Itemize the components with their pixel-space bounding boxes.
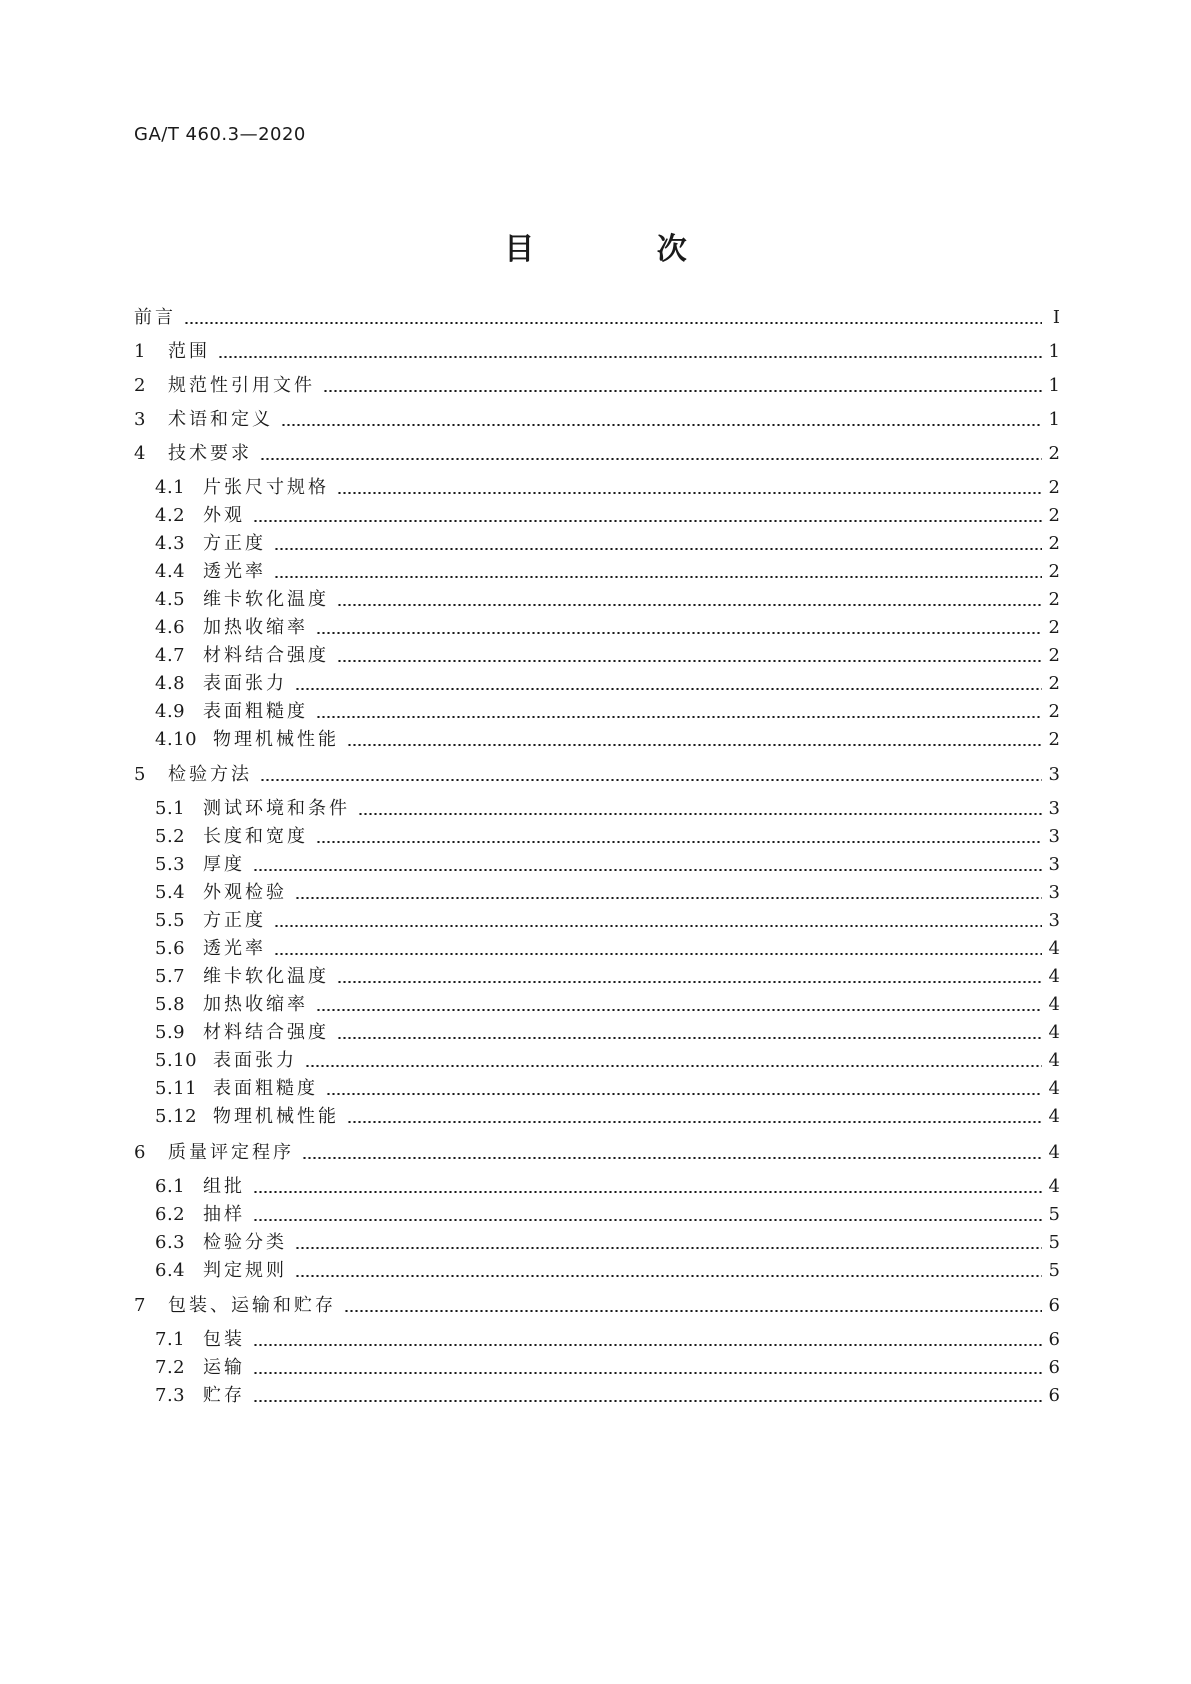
toc-entry[interactable]: [155, 1049, 1060, 1073]
toc-entry-number: 4.6: [155, 617, 186, 638]
toc-entry-number: 5.5: [155, 910, 186, 931]
toc-entry-number: 5.1: [155, 798, 186, 819]
toc-entry[interactable]: [155, 1231, 1060, 1255]
toc-entry-number: 2: [134, 375, 146, 396]
toc-entry-page: 3: [1048, 826, 1060, 847]
toc-entry-label: 包装、运输和贮存: [168, 1295, 336, 1316]
toc-entry-label: 外观检验: [203, 882, 287, 903]
dot-leader: [316, 1009, 1042, 1011]
toc-entry[interactable]: [134, 1294, 1060, 1318]
toc-entry[interactable]: [155, 1021, 1060, 1045]
toc-entry-label: 前言: [134, 307, 176, 328]
toc-entry[interactable]: [155, 644, 1060, 668]
dot-leader: [274, 576, 1042, 578]
toc-entry-page: 2: [1048, 589, 1060, 610]
table-of-contents: [134, 0, 1060, 1684]
dot-leader: [316, 841, 1042, 843]
toc-entry[interactable]: [155, 937, 1060, 961]
toc-entry-number: 6.3: [155, 1232, 186, 1253]
toc-entry-page: 2: [1048, 477, 1060, 498]
dot-leader: [337, 604, 1042, 606]
toc-entry-label: 范围: [168, 341, 210, 362]
toc-entry[interactable]: [155, 1175, 1060, 1199]
toc-entry-page: 4: [1048, 1078, 1060, 1099]
dot-leader: [295, 1275, 1042, 1277]
toc-entry[interactable]: [155, 965, 1060, 989]
toc-entry-number: 5.4: [155, 882, 186, 903]
dot-leader: [274, 925, 1042, 927]
dot-leader: [295, 688, 1042, 690]
toc-entry-page: 3: [1048, 798, 1060, 819]
toc-entry-number: 4.7: [155, 645, 186, 666]
dot-leader: [326, 1093, 1042, 1095]
dot-leader: [337, 1037, 1042, 1039]
dot-leader: [337, 981, 1042, 983]
toc-entry-number: 5.2: [155, 826, 186, 847]
toc-entry-number: 3: [134, 409, 146, 430]
toc-entry-label: 透光率: [203, 938, 266, 959]
toc-entry[interactable]: [155, 588, 1060, 612]
toc-entry[interactable]: [155, 1259, 1060, 1283]
toc-entry-page: 6: [1048, 1329, 1060, 1350]
toc-entry-number: 5.8: [155, 994, 186, 1015]
toc-entry[interactable]: [155, 1328, 1060, 1352]
dot-leader: [184, 322, 1042, 324]
standard-code: GA/T 460.3—2020: [134, 124, 306, 145]
toc-entry-label: 材料结合强度: [203, 645, 329, 666]
toc-entry-label: 外观: [203, 505, 245, 526]
dot-leader: [316, 716, 1042, 718]
toc-entry-label: 抽样: [203, 1204, 245, 1225]
toc-entry-page: 2: [1048, 729, 1060, 750]
toc-entry-page: 6: [1048, 1295, 1060, 1316]
toc-entry-label: 方正度: [203, 910, 266, 931]
toc-entry[interactable]: [155, 700, 1060, 724]
toc-entry-label: 片张尺寸规格: [203, 477, 329, 498]
dot-leader: [344, 1310, 1042, 1312]
toc-entry-number: 7.1: [155, 1329, 186, 1350]
toc-entry-page: 4: [1048, 1050, 1060, 1071]
toc-entry-page: 4: [1048, 1106, 1060, 1127]
toc-entry[interactable]: [155, 728, 1060, 752]
toc-entry-label: 判定规则: [203, 1260, 287, 1281]
toc-entry-label: 透光率: [203, 561, 266, 582]
toc-entry[interactable]: [134, 408, 1060, 432]
toc-entry[interactable]: [155, 993, 1060, 1017]
dot-leader: [253, 1219, 1042, 1221]
toc-entry-number: 7.3: [155, 1385, 186, 1406]
toc-entry-number: 4.2: [155, 505, 186, 526]
dot-leader: [253, 1344, 1042, 1346]
toc-entry-number: 5.10: [155, 1050, 198, 1071]
toc-entry-number: 5.9: [155, 1022, 186, 1043]
toc-entry[interactable]: [155, 881, 1060, 905]
toc-entry[interactable]: [155, 476, 1060, 500]
toc-entry-label: 厚度: [203, 854, 245, 875]
toc-entry-label: 运输: [203, 1357, 245, 1378]
dot-leader: [260, 779, 1042, 781]
toc-entry-page: 2: [1048, 561, 1060, 582]
dot-leader: [260, 458, 1042, 460]
toc-entry-number: 5: [134, 764, 146, 785]
toc-entry-number: 6.4: [155, 1260, 186, 1281]
toc-entry-number: 4.5: [155, 589, 186, 610]
dot-leader: [253, 1191, 1042, 1193]
toc-entry[interactable]: [155, 1203, 1060, 1227]
toc-entry[interactable]: [155, 909, 1060, 933]
toc-entry-page: 4: [1048, 994, 1060, 1015]
toc-entry-page: 3: [1048, 910, 1060, 931]
toc-entry-label: 加热收缩率: [203, 994, 308, 1015]
toc-entry-number: 6.2: [155, 1204, 186, 1225]
dot-leader: [347, 744, 1042, 746]
toc-entry-page: 4: [1048, 938, 1060, 959]
toc-entry-number: 5.6: [155, 938, 186, 959]
toc-entry-number: 5.3: [155, 854, 186, 875]
dot-leader: [316, 632, 1042, 634]
toc-entry-page: 2: [1048, 505, 1060, 526]
toc-entry-label: 检验分类: [203, 1232, 287, 1253]
dot-leader: [323, 390, 1042, 392]
toc-entry-number: 4.3: [155, 533, 186, 554]
toc-entry-page: 3: [1048, 854, 1060, 875]
toc-entry-page: 2: [1048, 533, 1060, 554]
toc-entry-label: 表面粗糙度: [203, 701, 308, 722]
dot-leader: [358, 813, 1042, 815]
toc-entry-label: 检验方法: [168, 764, 252, 785]
toc-entry-number: 4: [134, 443, 146, 464]
page-title: 目 次: [504, 232, 743, 267]
toc-entry-label: 物理机械性能: [213, 1106, 339, 1127]
toc-entry-label: 表面粗糙度: [213, 1078, 318, 1099]
toc-entry[interactable]: [155, 1105, 1060, 1129]
toc-entry-page: 4: [1048, 1022, 1060, 1043]
toc-entry-label: 技术要求: [168, 443, 252, 464]
toc-entry-page: 2: [1048, 645, 1060, 666]
toc-entry-number: 5.11: [155, 1078, 198, 1099]
toc-entry[interactable]: [155, 560, 1060, 584]
toc-entry[interactable]: [155, 504, 1060, 528]
toc-entry-page: 2: [1048, 617, 1060, 638]
dot-leader: [253, 1400, 1042, 1402]
toc-entry-number: 4.8: [155, 673, 186, 694]
toc-entry[interactable]: [155, 672, 1060, 696]
toc-entry[interactable]: [155, 797, 1060, 821]
dot-leader: [281, 424, 1042, 426]
toc-entry-number: 4.4: [155, 561, 186, 582]
dot-leader: [337, 660, 1042, 662]
toc-entry[interactable]: [155, 825, 1060, 849]
toc-entry-label: 组批: [203, 1176, 245, 1197]
dot-leader: [295, 897, 1042, 899]
toc-entry[interactable]: [134, 340, 1060, 364]
toc-entry-number: 4.10: [155, 729, 198, 750]
dot-leader: [295, 1247, 1042, 1249]
toc-entry-number: 7.2: [155, 1357, 186, 1378]
dot-leader: [253, 1372, 1042, 1374]
toc-entry-page: 4: [1048, 1142, 1060, 1163]
dot-leader: [253, 520, 1042, 522]
dot-leader: [274, 953, 1042, 955]
toc-entry-label: 方正度: [203, 533, 266, 554]
toc-entry-page: 5: [1048, 1232, 1060, 1253]
toc-entry-label: 维卡软化温度: [203, 966, 329, 987]
toc-entry-page: 4: [1048, 966, 1060, 987]
toc-entry[interactable]: [134, 374, 1060, 398]
toc-entry-page: 2: [1048, 673, 1060, 694]
toc-entry-label: 表面张力: [213, 1050, 297, 1071]
toc-entry-label: 规范性引用文件: [168, 375, 315, 396]
toc-entry-label: 维卡软化温度: [203, 589, 329, 610]
toc-entry-page: 6: [1048, 1385, 1060, 1406]
toc-entry-number: 4.9: [155, 701, 186, 722]
toc-entry-number: 5.12: [155, 1106, 198, 1127]
toc-entry[interactable]: [134, 763, 1060, 787]
toc-entry[interactable]: [155, 1077, 1060, 1101]
toc-entry-label: 材料结合强度: [203, 1022, 329, 1043]
toc-entry-page: 5: [1048, 1260, 1060, 1281]
toc-entry-page: 5: [1048, 1204, 1060, 1225]
toc-entry-number: 5.7: [155, 966, 186, 987]
toc-entry[interactable]: [155, 1384, 1060, 1408]
toc-entry-number: 1: [134, 341, 146, 362]
dot-leader: [274, 548, 1042, 550]
toc-entry-label: 贮存: [203, 1385, 245, 1406]
toc-entry-page: 4: [1048, 1176, 1060, 1197]
toc-entry[interactable]: [155, 853, 1060, 877]
toc-entry-label: 物理机械性能: [213, 729, 339, 750]
dot-leader: [347, 1121, 1042, 1123]
toc-entry-number: 6: [134, 1142, 146, 1163]
toc-entry[interactable]: [134, 442, 1060, 466]
toc-entry-label: 长度和宽度: [203, 826, 308, 847]
dot-leader: [218, 356, 1042, 358]
toc-entry-page: 6: [1048, 1357, 1060, 1378]
toc-entry-number: 7: [134, 1295, 146, 1316]
dot-leader: [337, 492, 1042, 494]
toc-entry-label: 加热收缩率: [203, 617, 308, 638]
toc-entry-page: 2: [1048, 701, 1060, 722]
toc-entry-label: 术语和定义: [168, 409, 273, 430]
toc-entry-label: 包装: [203, 1329, 245, 1350]
dot-leader: [253, 869, 1042, 871]
toc-entry-page: 3: [1048, 882, 1060, 903]
toc-entry-number: 6.1: [155, 1176, 186, 1197]
toc-entry-page: 3: [1048, 764, 1060, 785]
toc-entry[interactable]: [155, 532, 1060, 556]
toc-entry[interactable]: [134, 306, 1060, 330]
toc-entry-page: 1: [1048, 375, 1060, 396]
dot-leader: [302, 1157, 1042, 1159]
toc-entry[interactable]: [134, 1141, 1060, 1165]
toc-entry-page: 1: [1048, 409, 1060, 430]
toc-entry[interactable]: [155, 616, 1060, 640]
dot-leader: [305, 1065, 1042, 1067]
toc-entry-label: 测试环境和条件: [203, 798, 350, 819]
toc-entry[interactable]: [155, 1356, 1060, 1380]
toc-entry-label: 质量评定程序: [168, 1142, 294, 1163]
toc-entry-page: 1: [1048, 341, 1060, 362]
toc-entry-page: Ⅰ: [1052, 307, 1060, 328]
toc-entry-number: 4.1: [155, 477, 186, 498]
toc-entry-label: 表面张力: [203, 673, 287, 694]
toc-entry-page: 2: [1048, 443, 1060, 464]
